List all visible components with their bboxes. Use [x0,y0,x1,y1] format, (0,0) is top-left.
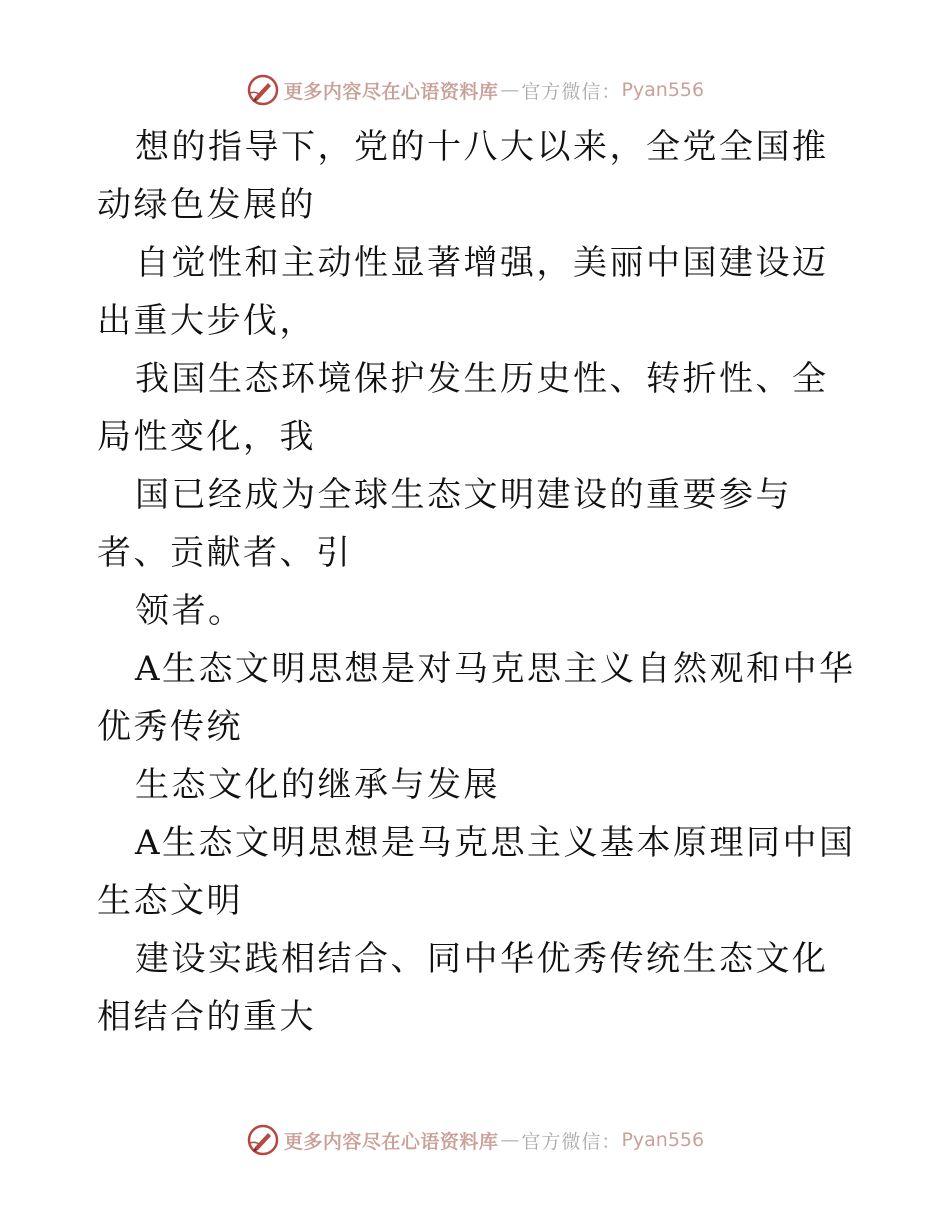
footer-separator: — [500,1129,520,1151]
document-body [97,118,857,1046]
paragraph-1: 想的指导下，党的十八大以来，全党全国推动绿色发展的 [97,127,829,225]
pen-logo-icon [246,73,280,107]
header-site-text: 更多内容尽在心语资料库 [283,80,499,103]
paragraph-2: 自觉性和主动性显著增强，美丽中国建设迈出重大步伐， [97,243,829,341]
paragraph-8: A生态文明思想是马克思主义基本原理同中国生态文明 [97,823,856,921]
header-separator: — [500,79,520,101]
paragraph-5: 领者。 [135,591,245,631]
footer-site-text: 更多内容尽在心语资料库 [283,1130,499,1153]
pen-logo-icon [246,1123,280,1157]
header-banner [0,70,950,110]
footer-wechat-label: 官方微信： [521,1130,622,1153]
header-wechat-label: 官方微信： [521,80,622,103]
paragraph-7: 生态文化的继承与发展 [135,765,500,805]
header-wechat-id: Pyan556 [621,79,705,101]
paragraph-3: 我国生态环境保护发生历史性、转折性、全局性变化，我 [97,359,829,457]
footer-wechat-id: Pyan556 [621,1129,705,1151]
paragraph-9: 建设实践相结合、同中华优秀传统生态文化相结合的重大 [97,939,829,1037]
paragraph-4: 国已经成为全球生态文明建设的重要参与者、贡献者、引 [97,475,792,573]
footer-banner [0,1120,950,1160]
paragraph-6: A生态文明思想是对马克思主义自然观和中华优秀传统 [97,649,856,747]
